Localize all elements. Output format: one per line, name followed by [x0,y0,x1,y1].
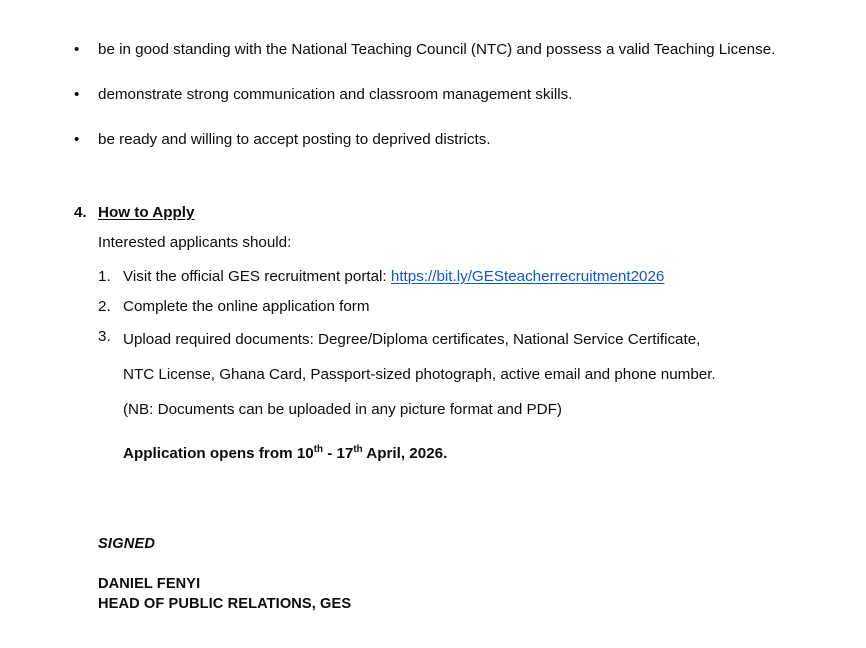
list-item [70,27,830,72]
step-text-line [123,357,798,392]
application-steps-list [98,262,808,427]
signatory-title: HEAD OF PUBLIC RELATIONS, GES [98,596,352,612]
bullet-text: be in good standing with the National Teaching Council (NTC) and possess a valid Teaching License. [98,41,776,58]
list-item [70,117,830,162]
list-item [98,292,808,322]
requirements-bullet-list [70,27,830,162]
step-text: Complete the online application form [123,298,370,315]
signed-label: SIGNED [98,536,156,552]
bullet-text: be ready and willing to accept posting to deprived districts. [98,131,491,148]
step-text [123,322,808,427]
step-text-line [123,322,798,357]
bullet-icon: • [74,131,80,148]
step-text-prefix: Visit the official GES recruitment portal: [123,268,391,285]
step-text-line [123,392,798,427]
application-window-suffix: April, 2026. [362,445,448,462]
section-number: 4. [74,204,87,221]
step-text [123,262,808,292]
list-item [98,262,808,292]
list-item [98,322,808,427]
ordinal-suffix-open: th [313,443,323,455]
step-number: 2. [98,298,111,315]
step-number: 3. [98,328,111,345]
step-number: 1. [98,268,111,285]
bullet-icon: • [74,86,80,103]
section-heading: How to Apply [98,204,195,221]
section-how-to-apply [70,202,830,224]
application-window-middle: - 17 [322,445,354,462]
application-window-prefix: Application opens from 10 [123,445,314,462]
step-line-3: (NB: Documents can be uploaded in any picture format and PDF) [123,401,562,418]
ordinal-suffix-close: th [353,443,363,455]
signatory-name: DANIEL FENYI [98,576,201,592]
step-line-2: NTC License, Ghana Card, Passport-sized photograph, active email and phone number. [123,366,716,383]
application-window-text [123,443,447,465]
lead-in-text: Interested applicants should: [98,234,292,251]
bullet-icon: • [74,41,80,58]
step-line-1: Upload required documents: Degree/Diploma certificates, National Service Certificate, [123,331,701,348]
ges-portal-link[interactable]: https://bit.ly/GESteacherrecruitment2026 [390,268,665,285]
list-item [70,72,830,117]
bullet-text: demonstrate strong communication and classroom management skills. [98,86,573,103]
